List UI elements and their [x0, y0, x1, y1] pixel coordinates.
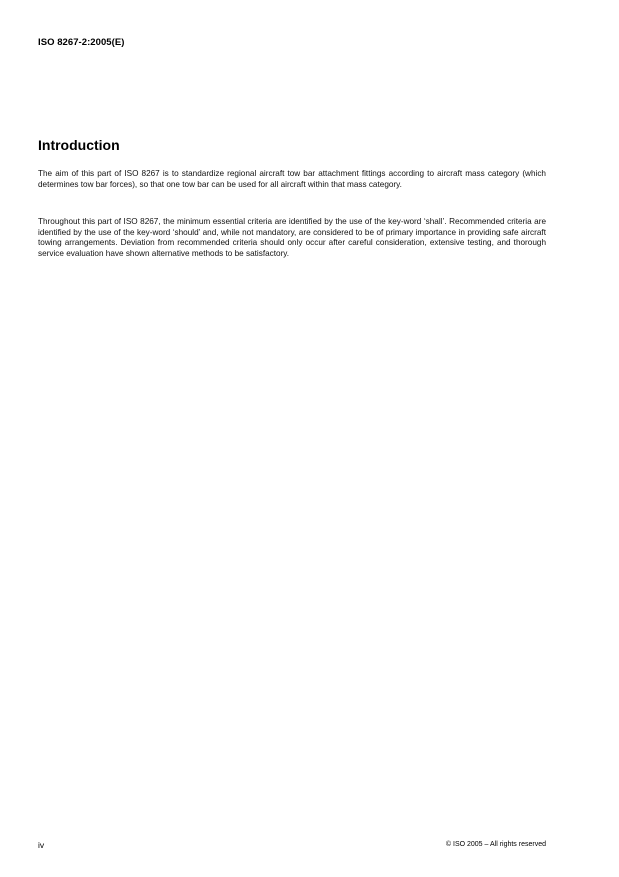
- intro-paragraph-1: The aim of this part of ISO 8267 is to standardize regional aircraft tow bar attachment fittings according to aircraft mass category (which determines tow bar forces), so that one tow bar can be used for all aircraft within that mass category.: [38, 169, 546, 189]
- copyright-notice: © ISO 2005 – All rights reserved: [445, 841, 546, 848]
- intro-paragraph-2: Throughout this part of ISO 8267, the minimum essential criteria are identified by the use of the key-word ‘shall’. Recommended criteria are identified by the use of the key-word ‘should’ and, while not mandatory, are considered to be of primary importance in providing safe aircraft towing arrangements. Deviation from recommended criteria should only occur after careful consideration, extensive testing, and thorough service evaluation have shown alternative methods to be satisfactory.: [38, 217, 546, 258]
- page-number: iv: [38, 840, 45, 850]
- document-id-header: ISO 8267-2:2005(E): [38, 37, 125, 48]
- section-title: Introduction: [38, 137, 120, 153]
